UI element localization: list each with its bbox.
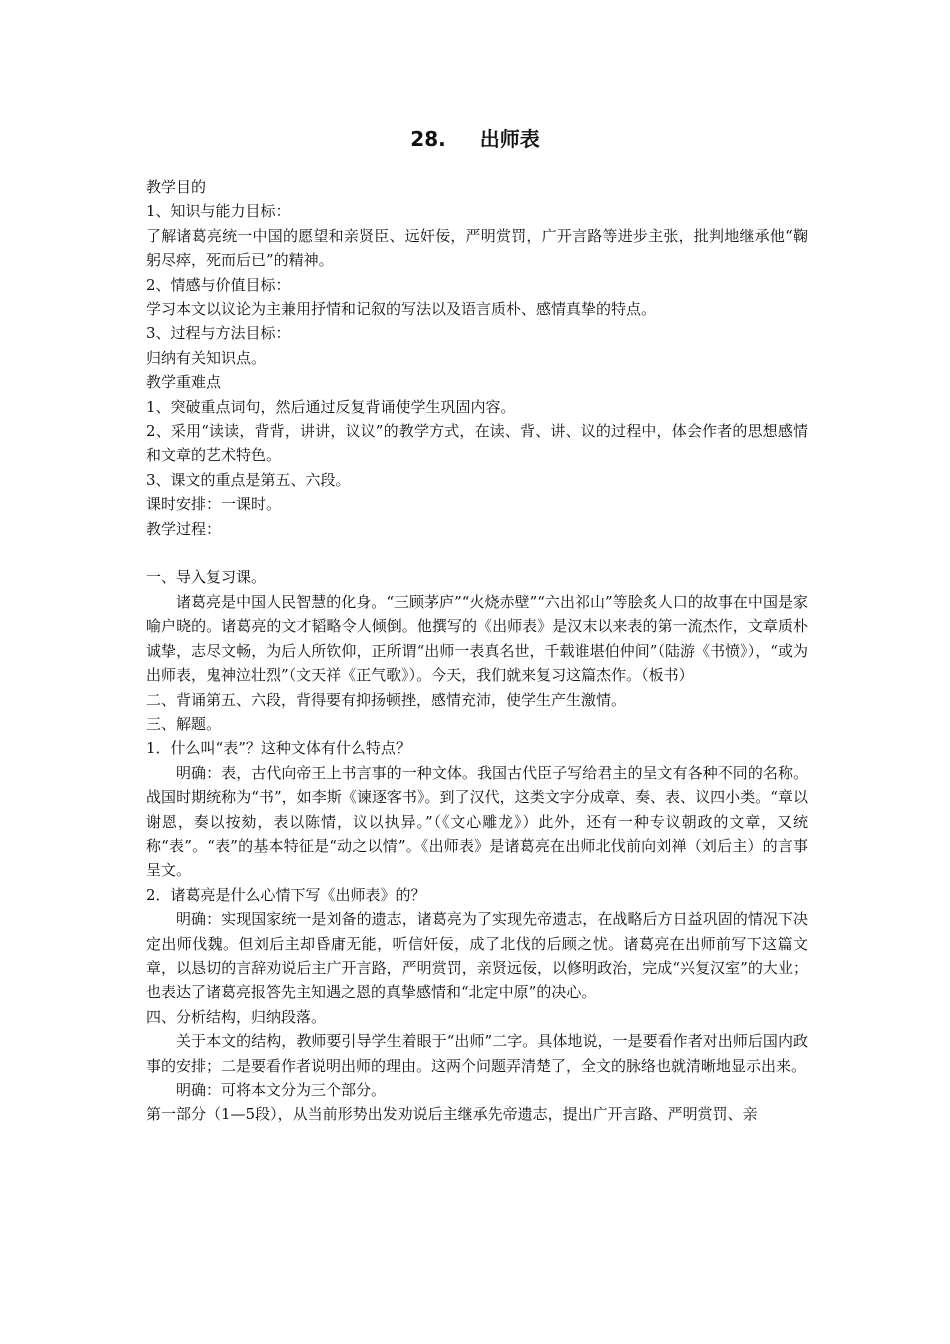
paragraph: 诸葛亮是中国人民智慧的化身。“三顾茅庐”“火烧赤壁”“六出祁山”等脍炙人口的故事在中国是家喻户晓的。诸葛亮的文才韬略令人倾倒。他撰写的《出师表》是汉末以来表的第一流杰作，文章质朴诚挚，志尽文畅，为后人所钦仰，正所谓“出师一表真名世，千载谁堪伯仲间”（陆游《书愤》），“或为出师表，鬼神泣壮烈”（文天祥《正气歌》）。今天，我们就来复习这篇杰作。（板书） <box>146 592 808 685</box>
section-heading: 一、导入复习课。 <box>146 568 267 587</box>
question: 2．诸葛亮是什么心情下写《出师表》的？ <box>146 885 426 904</box>
blank-line <box>146 541 808 565</box>
page-title <box>0 124 950 154</box>
subheading: 3、过程与方法目标： <box>146 324 291 343</box>
title-number: 28. <box>410 127 446 151</box>
paragraph: 明确：可将本文分为三个部分。 <box>176 1081 387 1100</box>
section-heading: 教学目的 <box>146 178 207 196</box>
paragraph: 关于本文的结构，教师要引导学生着眼于“出师”二字。具体地说，一是要看作者对出师后国内政事的安排；二是要看作者说明出师的理由。这两个问题弄清楚了，全文的脉络也就清晰地显示出来。 <box>146 1032 808 1075</box>
paragraph: 明确：实现国家统一是刘备的遗志，诸葛亮为了实现先帝遗志，在战略后方日益巩固的情况下决定出师伐魏。但刘后主却昏庸无能，听信奸佞，成了北伐的后顾之忧。诸葛亮在出师前写下这篇文章，以恳切的言辞劝说后主广开言路，严明赏罚，亲贤远佞，以修明政治，完成“兴复汉室”的大业；也表达了诸葛亮报答先主知遇之恩的真挚感情和“北定中原”的决心。 <box>146 910 808 1002</box>
subheading: 2、情感与价值目标： <box>146 275 291 294</box>
paragraph: 了解诸葛亮统一中国的愿望和亲贤臣、远奸佞，严明赏罚，广开言路等进步主张，批判地继承他“鞠躬尽瘁，死而后已”的精神。 <box>146 226 808 270</box>
question: 1．什么叫“表”？这种文体有什么特点？ <box>146 739 411 758</box>
subheading: 1、知识与能力目标： <box>146 202 291 221</box>
paragraph: 学习本文以议论为主兼用抒情和记叙的写法以及语言质朴、感情真挚的特点。 <box>146 300 657 319</box>
paragraph: 1、突破重点词句，然后通过反复背诵使学生巩固内容。 <box>146 397 516 416</box>
paragraph: 2、采用“读读，背背，讲讲，议议”的教学方式，在读、背、讲、议的过程中，体会作者的思想感情和文章的艺术特色。 <box>146 422 808 465</box>
section-heading: 教学重难点 <box>146 373 222 392</box>
paragraph: 归纳有关知识点。 <box>146 348 267 367</box>
paragraph: 3、课文的重点是第五、六段。 <box>146 470 351 489</box>
section-heading: 四、分析结构，归纳段落。 <box>146 1007 327 1026</box>
paragraph: 课时安排：一课时。 <box>146 495 282 514</box>
paragraph: 明确：表，古代向帝王上书言事的一种文体。我国古代臣子写给君主的呈文有各种不同的名称。战国时期统称为“书”，如李斯《谏逐客书》。到了汉代，这类文字分成章、奏、表、议四小类。“章以谢恩，奏以按劾，表以陈情，议以执异。”（《文心雕龙》）此外，还有一种专议朝政的文章，又统称“表”。“表”的基本特征是“动之以情”。《出师表》是诸葛亮在出师北伐前向刘禅（刘后主）的言事呈文。 <box>146 763 808 880</box>
section-heading: 教学过程： <box>146 519 222 538</box>
section-heading: 三、解题。 <box>146 714 222 733</box>
paragraph: 第一部分（1—5段），从当前形势出发劝说后主继承先帝遗志，提出广开言路、严明赏罚、亲 <box>146 1105 758 1124</box>
section-heading: 二、背诵第五、六段，背得要有抑扬顿挫，感情充沛，使学生产生激情。 <box>146 690 627 709</box>
title-text: 出师表 <box>479 127 540 151</box>
document-body <box>146 175 808 1127</box>
